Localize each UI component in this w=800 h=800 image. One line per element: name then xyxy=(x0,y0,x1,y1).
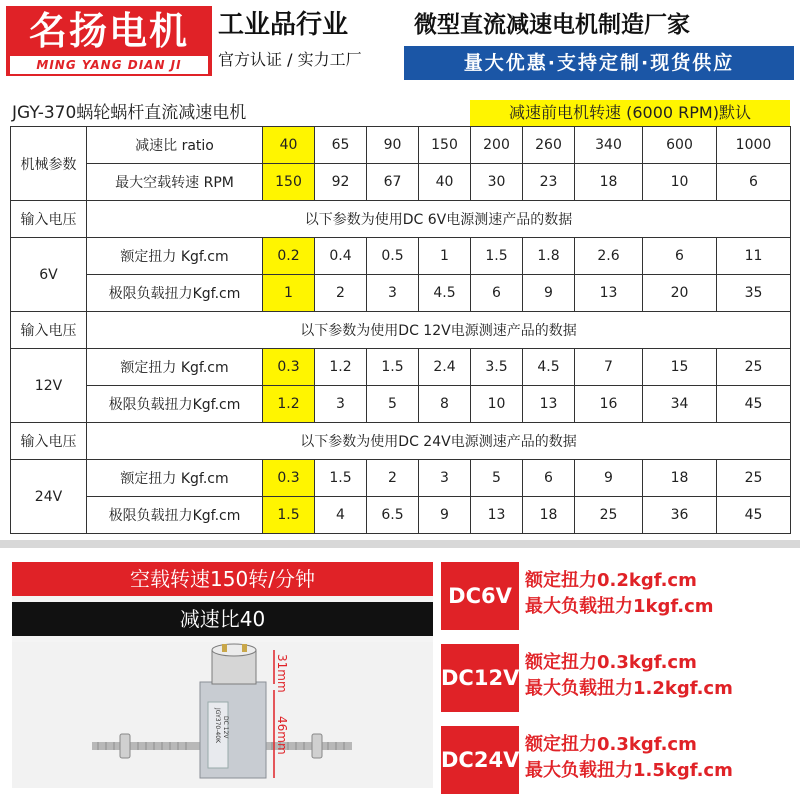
rated-torque-cell: 0.3 xyxy=(263,460,315,497)
max-load-cell: 13 xyxy=(575,275,643,312)
rated-torque-cell: 2 xyxy=(367,460,419,497)
dc-rated-torque: 额定扭力0.3kgf.cm xyxy=(525,734,697,755)
max-load-row xyxy=(11,275,791,312)
rpm-cell: 6 xyxy=(717,164,791,201)
certification-text: 官方认证 / 实力工厂 xyxy=(218,50,362,69)
max-load-cell: 35 xyxy=(717,275,791,312)
rated-torque-cell: 25 xyxy=(717,349,791,386)
max-load-cell: 1.2 xyxy=(263,386,315,423)
max-load-cell: 9 xyxy=(523,275,575,312)
rated-torque-cell: 1.8 xyxy=(523,238,575,275)
rated-torque-row xyxy=(11,349,791,386)
nameplate-text-1: JGY370-40K xyxy=(214,708,221,743)
rated-torque-cell: 5 xyxy=(471,460,523,497)
spec-table xyxy=(10,126,791,534)
input-voltage-label: 输入电压 xyxy=(11,201,87,238)
rated-torque-cell: 3 xyxy=(419,460,471,497)
max-load-cell: 45 xyxy=(717,497,791,534)
rated-torque-label: 额定扭力 Kgf.cm xyxy=(87,238,263,275)
rated-torque-cell: 1.5 xyxy=(367,349,419,386)
max-load-cell: 20 xyxy=(643,275,717,312)
rpm-cell: 10 xyxy=(643,164,717,201)
dc-card xyxy=(441,562,797,630)
motor-terminal-1 xyxy=(222,644,227,652)
left-nut xyxy=(120,734,130,758)
dc-rated-torque: 额定扭力0.2kgf.cm xyxy=(525,570,697,591)
input-voltage-label: 输入电压 xyxy=(11,423,87,460)
max-load-label: 极限负载扭力Kgf.cm xyxy=(87,497,263,534)
max-load-cell: 25 xyxy=(575,497,643,534)
max-load-cell: 3 xyxy=(315,386,367,423)
motor-end-cap xyxy=(212,644,256,656)
max-load-cell: 4 xyxy=(315,497,367,534)
rated-torque-cell: 1.5 xyxy=(315,460,367,497)
max-load-cell: 1.5 xyxy=(263,497,315,534)
mech-params-label: 机械参数 xyxy=(11,127,87,201)
rated-torque-label: 额定扭力 Kgf.cm xyxy=(87,349,263,386)
rpm-cell: 92 xyxy=(315,164,367,201)
max-load-row xyxy=(11,386,791,423)
dim-width-label: 46mm xyxy=(275,716,289,755)
rated-torque-cell: 4.5 xyxy=(523,349,575,386)
rated-torque-cell: 9 xyxy=(575,460,643,497)
voltage-label: 24V xyxy=(11,460,87,534)
ratio-cell: 40 xyxy=(263,127,315,164)
brand-logo xyxy=(6,6,212,76)
promo-banner: 量大优惠·支持定制·现货供应 xyxy=(404,46,794,80)
rated-torque-cell: 1.2 xyxy=(315,349,367,386)
motor-terminal-2 xyxy=(242,644,247,652)
no-load-speed-bar: 空载转速150转/分钟 xyxy=(12,562,433,596)
ratio-cell: 1000 xyxy=(717,127,791,164)
max-load-row xyxy=(11,497,791,534)
max-load-cell: 34 xyxy=(643,386,717,423)
rpm-cell: 67 xyxy=(367,164,419,201)
dc-spec-lines xyxy=(525,726,797,794)
section-divider xyxy=(0,540,800,548)
max-load-cell: 10 xyxy=(471,386,523,423)
ratio-row xyxy=(11,127,791,164)
dc-rated-torque: 额定扭力0.3kgf.cm xyxy=(525,652,697,673)
rated-torque-cell: 18 xyxy=(643,460,717,497)
rated-torque-cell: 0.5 xyxy=(367,238,419,275)
max-load-cell: 45 xyxy=(717,386,791,423)
dc-voltage-label: DC24V xyxy=(441,726,519,794)
ratio-cell: 150 xyxy=(419,127,471,164)
max-load-cell: 13 xyxy=(471,497,523,534)
dc-voltage-label: DC12V xyxy=(441,644,519,712)
max-load-cell: 6.5 xyxy=(367,497,419,534)
rpm-cell: 23 xyxy=(523,164,575,201)
max-load-cell: 36 xyxy=(643,497,717,534)
ratio-cell: 90 xyxy=(367,127,419,164)
rated-torque-cell: 15 xyxy=(643,349,717,386)
rated-torque-cell: 11 xyxy=(717,238,791,275)
manufacturer-title: 微型直流减速电机制造厂家 xyxy=(414,12,690,38)
max-load-cell: 4.5 xyxy=(419,275,471,312)
nameplate-text-2: DC 12V xyxy=(222,716,229,739)
ratio-label: 减速比 ratio xyxy=(87,127,263,164)
rated-torque-cell: 2.6 xyxy=(575,238,643,275)
voltage-note: 以下参数为使用DC 6V电源测速产品的数据 xyxy=(87,201,791,238)
dc-spec-lines xyxy=(525,644,797,712)
brand-name-cn: 名扬电机 xyxy=(28,9,189,53)
rated-torque-cell: 3.5 xyxy=(471,349,523,386)
voltage-note-row xyxy=(11,423,791,460)
rpm-label: 最大空载转速 RPM xyxy=(87,164,263,201)
ratio-cell: 260 xyxy=(523,127,575,164)
rpm-row xyxy=(11,164,791,201)
input-voltage-label: 输入电压 xyxy=(11,312,87,349)
dc-card xyxy=(441,726,797,794)
max-load-cell: 6 xyxy=(471,275,523,312)
rated-torque-row xyxy=(11,460,791,497)
rated-torque-cell: 2.4 xyxy=(419,349,471,386)
industry-title: 工业品行业 xyxy=(218,10,349,40)
max-load-cell: 2 xyxy=(315,275,367,312)
max-load-cell: 13 xyxy=(523,386,575,423)
rated-torque-cell: 1.5 xyxy=(471,238,523,275)
rpm-cell: 40 xyxy=(419,164,471,201)
dc-voltage-label: DC6V xyxy=(441,562,519,630)
rpm-cell: 18 xyxy=(575,164,643,201)
max-load-cell: 5 xyxy=(367,386,419,423)
product-panel xyxy=(12,562,433,788)
right-nut xyxy=(312,734,322,758)
dim-height-label: 31mm xyxy=(275,654,289,693)
ratio-cell: 65 xyxy=(315,127,367,164)
ratio-cell: 200 xyxy=(471,127,523,164)
max-load-cell: 18 xyxy=(523,497,575,534)
voltage-note-row xyxy=(11,312,791,349)
max-load-cell: 16 xyxy=(575,386,643,423)
dc-card xyxy=(441,644,797,712)
max-load-cell: 9 xyxy=(419,497,471,534)
rated-torque-cell: 7 xyxy=(575,349,643,386)
dc-max-torque: 最大负载扭力1kgf.cm xyxy=(525,596,714,617)
rated-torque-cell: 6 xyxy=(523,460,575,497)
dc-max-torque: 最大负载扭力1.2kgf.cm xyxy=(525,678,733,699)
header xyxy=(0,0,800,88)
ratio-cell: 340 xyxy=(575,127,643,164)
max-load-cell: 3 xyxy=(367,275,419,312)
max-load-label: 极限负载扭力Kgf.cm xyxy=(87,386,263,423)
rated-torque-cell: 0.3 xyxy=(263,349,315,386)
motor-photo xyxy=(12,642,433,788)
max-load-cell: 8 xyxy=(419,386,471,423)
voltage-note: 以下参数为使用DC 24V电源测速产品的数据 xyxy=(87,423,791,460)
voltage-label: 12V xyxy=(11,349,87,423)
ratio-bar: 减速比40 xyxy=(12,602,433,636)
voltage-note-row xyxy=(11,201,791,238)
rated-torque-cell: 1 xyxy=(419,238,471,275)
rpm-cell: 150 xyxy=(263,164,315,201)
brand-name-en: MING YANG DIAN JI xyxy=(10,56,208,74)
model-title: JGY-370蜗轮蜗杆直流减速电机 xyxy=(12,103,247,123)
rated-torque-label: 额定扭力 Kgf.cm xyxy=(87,460,263,497)
max-load-cell: 1 xyxy=(263,275,315,312)
voltage-note: 以下参数为使用DC 12V电源测速产品的数据 xyxy=(87,312,791,349)
max-load-label: 极限负载扭力Kgf.cm xyxy=(87,275,263,312)
rated-torque-cell: 0.4 xyxy=(315,238,367,275)
default-speed-badge: 减速前电机转速 (6000 RPM)默认 xyxy=(470,100,790,126)
dc-spec-lines xyxy=(525,562,797,630)
rated-torque-cell: 0.2 xyxy=(263,238,315,275)
ratio-cell: 600 xyxy=(643,127,717,164)
rpm-cell: 30 xyxy=(471,164,523,201)
rated-torque-cell: 6 xyxy=(643,238,717,275)
rated-torque-row xyxy=(11,238,791,275)
voltage-label: 6V xyxy=(11,238,87,312)
dc-max-torque: 最大负载扭力1.5kgf.cm xyxy=(525,760,733,781)
rated-torque-cell: 25 xyxy=(717,460,791,497)
